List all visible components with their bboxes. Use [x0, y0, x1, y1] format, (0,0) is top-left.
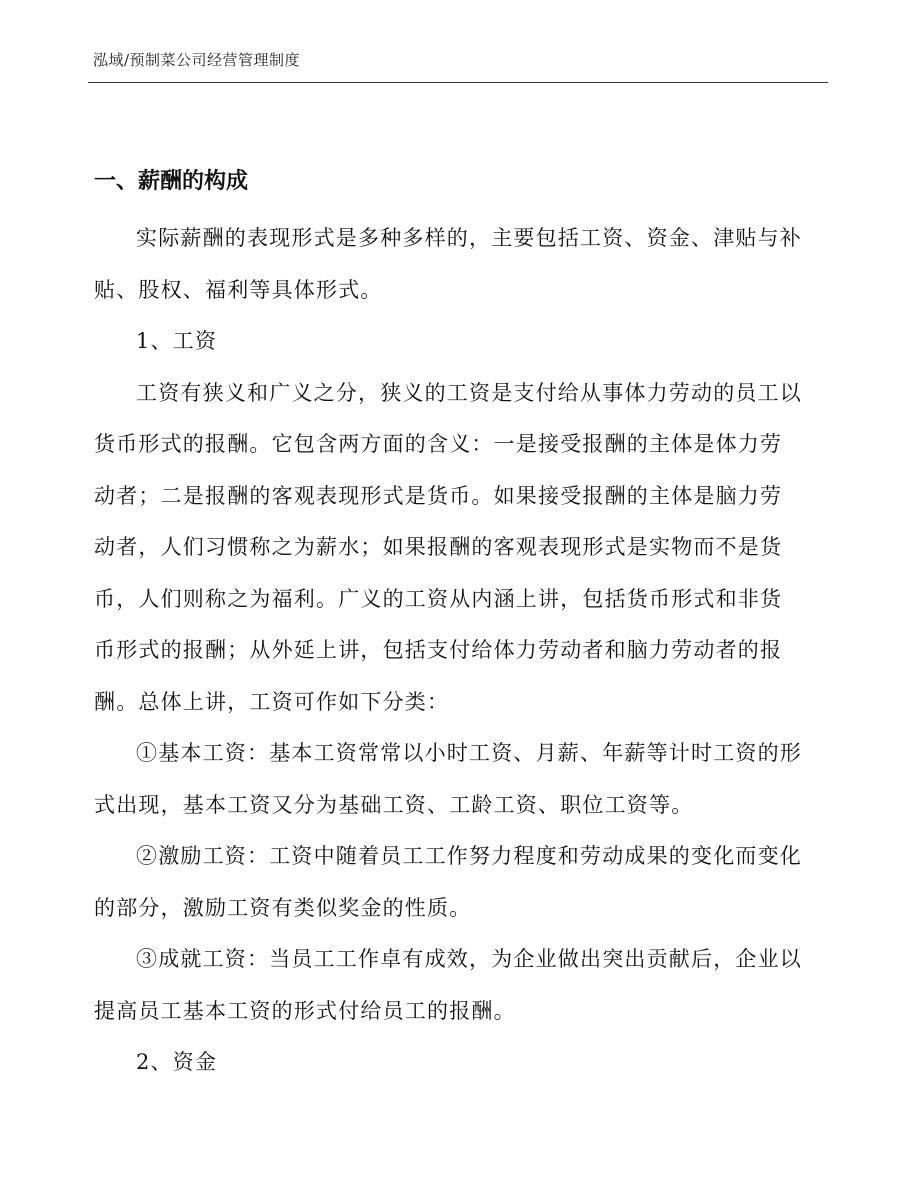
- list-item-achievement-wage: ③成就工资：当员工工作卓有成效，为企业做出突出贡献后，企业以提高员工基本工资的形式付给员工的报酬。: [94, 947, 802, 1023]
- intro-paragraph: 实际薪酬的表现形式是多种多样的，主要包括工资、资金、津贴与补贴、股权、福利等具体形式。: [94, 226, 802, 302]
- list-item-incentive-wage: ②激励工资：工资中随着员工工作努力程度和劳动成果的变化而变化的部分，激励工资有类似奖金的性质。: [94, 844, 802, 920]
- document-body: [94, 150, 802, 1089]
- list-item-basic-wage: ①基本工资：基本工资常常以小时工资、月薪、年薪等计时工资的形式出现，基本工资又分为基础工资、工龄工资、职位工资等。: [94, 741, 802, 817]
- wages-paragraph: 工资有狭义和广义之分，狭义的工资是支付给从事体力劳动的员工以货币形式的报酬。它包含两方面的含义：一是接受报酬的主体是体力劳动者；二是报酬的客观表现形式是货币。如果接受报酬的主体是脑力劳动者，人们习惯称之为薪水；如果报酬的客观表现形式是实物而不是货币，人们则称之为福利。广义的工资从内涵上讲，包括货币形式和非货币形式的报酬；从外延上讲，包括支付给体力劳动者和脑力劳动者的报酬。总体上讲，工资可作如下分类：: [94, 380, 802, 714]
- header-divider: [88, 82, 828, 83]
- running-header: 泓域/预制菜公司经营管理制度: [93, 51, 301, 69]
- section-heading: 一、薪酬的构成: [94, 169, 249, 194]
- subsection-title-funds: 2、资金: [136, 1050, 218, 1074]
- subsection-title-wages: 1、工资: [136, 329, 218, 353]
